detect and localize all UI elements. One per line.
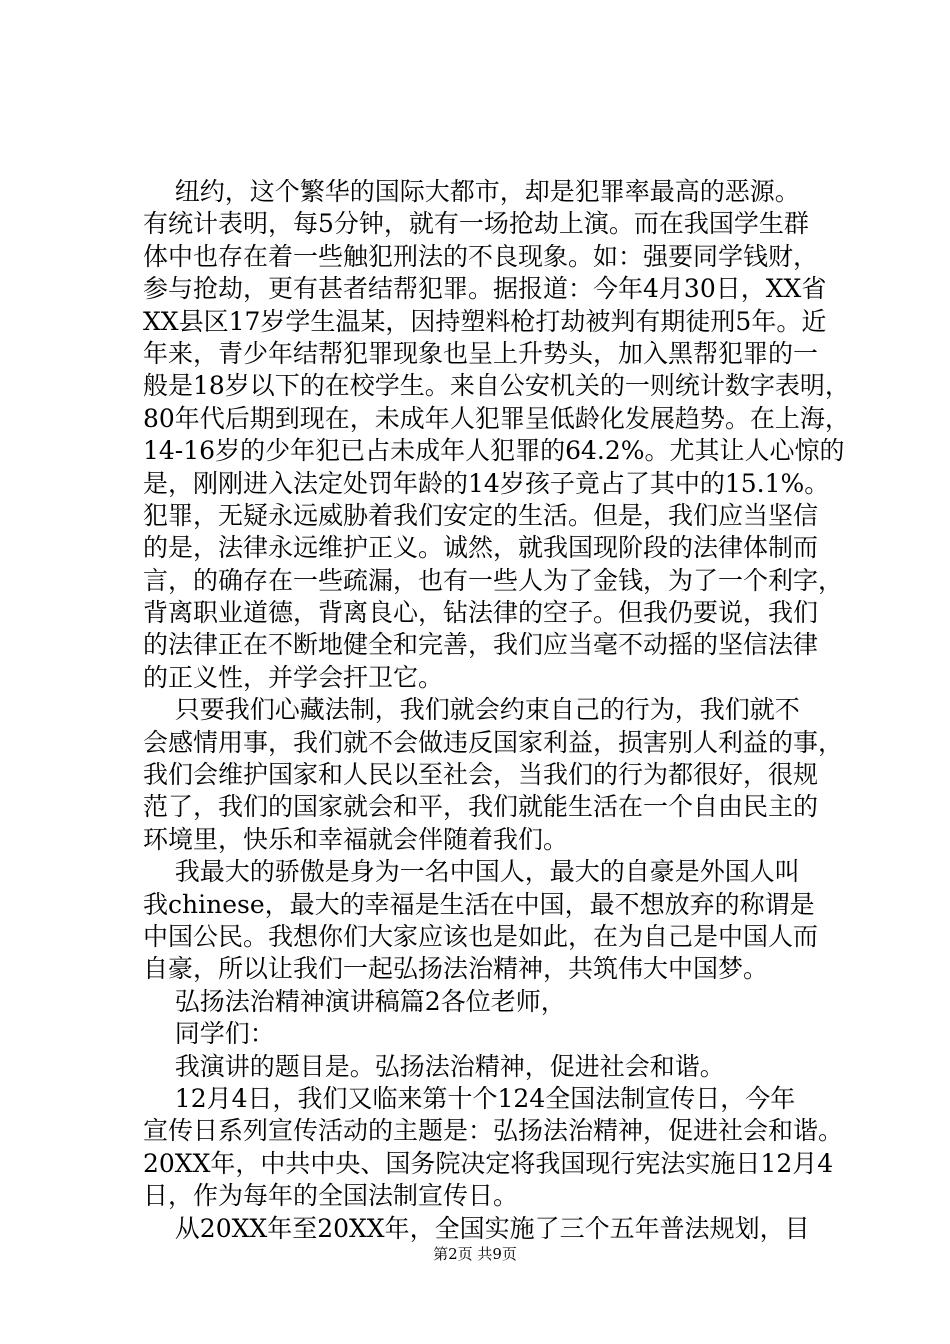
text-line: 是，刚刚进入法定处罚年龄的14岁孩子竟占了其中的15.1%。: [143, 468, 830, 498]
text-line: 14-16岁的少年犯已占未成年人犯罪的64.2%。尤其让人心惊的: [143, 436, 845, 466]
text-line: 言，的确存在一些疏漏，也有一些人为了金钱，为了一个利字，: [143, 565, 844, 595]
text-line: 的正义性，并学会扞卫它。: [143, 662, 444, 692]
text-line: 环境里，快乐和幸福就会伴随着我们。: [143, 824, 569, 854]
text-line: 会感情用事，我们就不会做违反国家利益，损害别人利益的事，: [143, 727, 844, 757]
text-line: 12月4日，我们又临来第十个124全国法制宣传日，今年: [143, 1083, 796, 1113]
text-line: 年来，青少年结帮犯罪现象也呈上升势头，加入黑帮犯罪的一: [143, 338, 819, 368]
text-line: 日，作为每年的全国法制宣传日。: [143, 1181, 519, 1211]
text-line: 般是18岁以下的在校学生。来自公安机关的一则统计数字表明，: [143, 371, 850, 401]
text-line: 自豪，所以让我们一起弘扬法治精神，共筑伟大中国梦。: [143, 954, 769, 984]
text-line: 20XX年，中共中央、国务院决定将我国现行宪法实施日12月4: [143, 1148, 834, 1178]
text-line: 我chinese，最大的幸福是生活在中国，最不想放弃的称谓是: [143, 889, 815, 919]
text-line: 我们会维护国家和人民以至社会，当我们的行为都很好，很规: [143, 760, 819, 790]
text-line: 弘扬法治精神演讲稿篇2各位老师，: [143, 986, 566, 1016]
text-line: 80年代后期到现在，未成年人犯罪呈低龄化发展趋势。在上海，: [143, 403, 850, 433]
body-text: [143, 176, 850, 1245]
text-line: 同学们：: [143, 1019, 275, 1049]
text-line: 从20XX年至20XX年，全国实施了三个五年普法规划，目: [143, 1213, 810, 1243]
text-line: 我演讲的题目是。弘扬法治精神，促进社会和谐。: [143, 1051, 725, 1081]
text-line: 的法律正在不断地健全和完善，我们应当毫不动摇的坚信法律: [143, 630, 819, 660]
text-line: 中国公民。我想你们大家应该也是如此，在为自己是中国人而: [143, 921, 819, 951]
text-line: 纽约，这个繁华的国际大都市，却是犯罪率最高的恶源。: [143, 177, 800, 206]
text-line: 体中也存在着一些触犯刑法的不良现象。如：强要同学钱财，: [143, 241, 819, 271]
text-line: 范了，我们的国家就会和平，我们就能生活在一个自由民主的: [143, 792, 819, 822]
text-line: 宣传日系列宣传活动的主题是：弘扬法治精神，促进社会和谐。: [143, 1116, 844, 1146]
text-line: 犯罪，无疑永远威胁着我们安定的生活。但是，我们应当坚信: [143, 500, 819, 530]
text-line: 的是，法律永远维护正义。诚然，就我国现阶段的法律体制而: [143, 533, 819, 563]
text-line: 背离职业道德，背离良心，钻法律的空子。但我仍要说，我们: [143, 598, 819, 628]
text-line: 只要我们心藏法制，我们就会约束自己的行为，我们就不: [143, 695, 800, 725]
page-footer: 第2页 共9页: [433, 1245, 517, 1263]
text-line: 有统计表明，每5分钟，就有一场抢劫上演。而在我国学生群: [143, 209, 809, 239]
text-line: 参与抢劫，更有甚者结帮犯罪。据报道：今年4月30日，XX省: [143, 274, 827, 304]
text-line: 我最大的骄傲是身为一名中国人，最大的自豪是外国人叫: [143, 857, 800, 887]
text-line: XX县区17岁学生温某，因持塑料枪打劫被判有期徒刑5年。近: [143, 306, 827, 336]
